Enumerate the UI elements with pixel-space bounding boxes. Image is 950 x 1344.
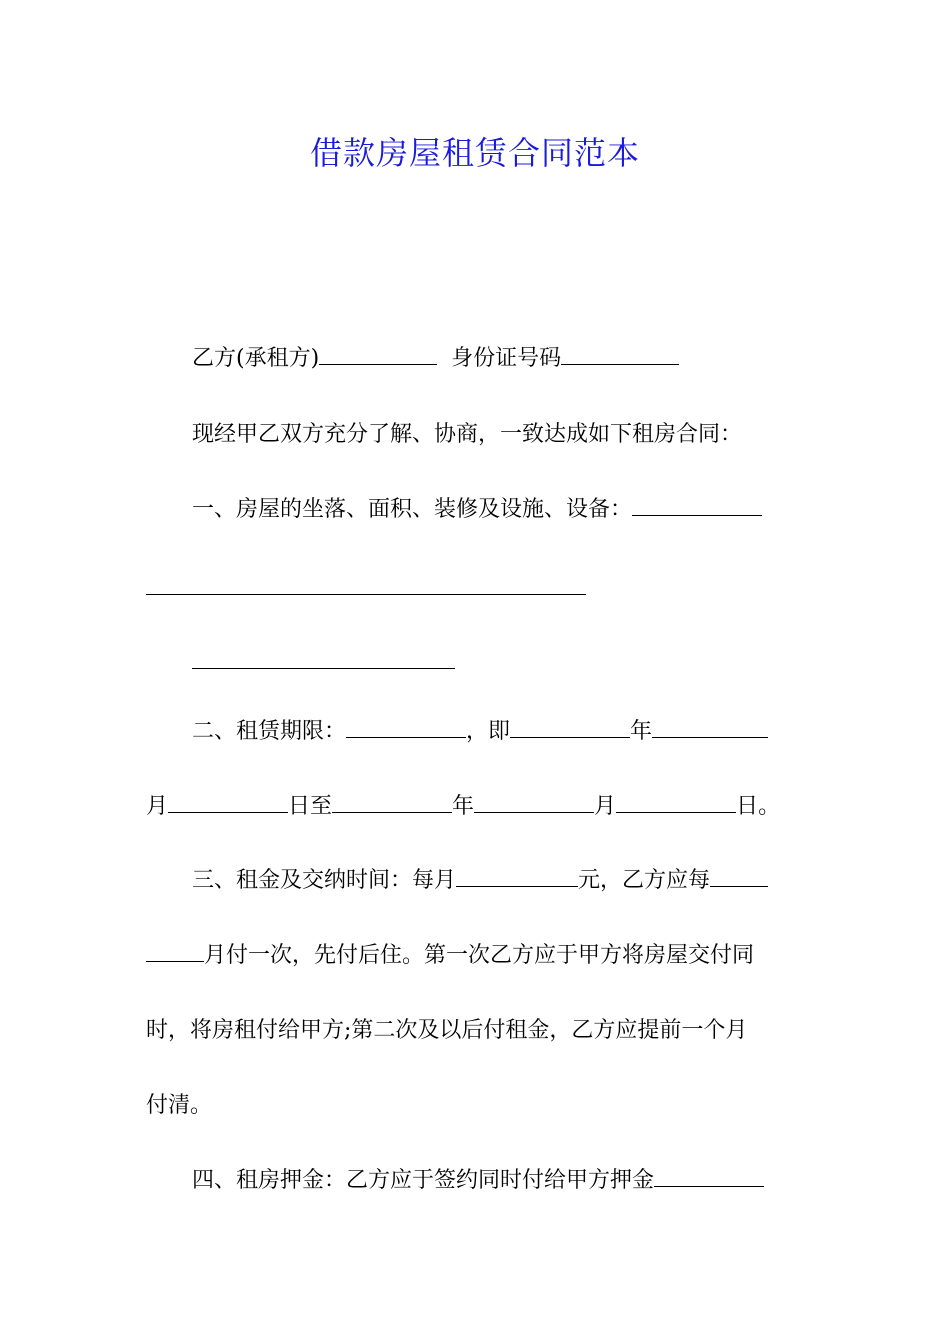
clause-3-text-2: 月付一次，先付后住。第一次乙方应于甲方将房屋交付同 (204, 943, 755, 968)
day-to-label: 日至 (288, 794, 333, 819)
clause-3-yuan: 元，乙方应每 (578, 868, 711, 893)
intro-paragraph: 现经甲乙双方充分了解、协商，一致达成如下租房合同： (192, 422, 743, 447)
start-year-blank[interactable] (510, 717, 630, 738)
end-year-blank[interactable] (332, 792, 452, 813)
start-day-blank[interactable] (168, 792, 288, 813)
id-number-label: 身份证号码 (451, 346, 562, 371)
lease-term-blank[interactable] (346, 717, 466, 738)
clause-1-line (192, 495, 806, 525)
year-label-1: 年 (630, 719, 653, 744)
clause-2-line-2 (146, 792, 806, 822)
party-b-line (192, 344, 806, 374)
clause-2-prefix: 二、租赁期限： (192, 719, 347, 744)
clause-1-blank-c[interactable] (192, 667, 455, 669)
pay-period-blank-a[interactable] (710, 866, 768, 887)
clause-1-text: 一、房屋的坐落、面积、装修及设施、设备： (192, 497, 633, 522)
monthly-rent-blank[interactable] (456, 866, 578, 887)
id-number-blank[interactable] (561, 344, 679, 365)
document-title: 借款房屋租赁合同范本 (309, 134, 640, 172)
clause-4-text: 四、租房押金：乙方应于签约同时付给甲方押金 (192, 1168, 655, 1193)
clause-3-prefix: 三、租金及交纳时间：每月 (192, 868, 457, 893)
pay-period-blank-b[interactable] (146, 941, 204, 962)
year-label-2: 年 (452, 794, 475, 819)
clause-2-ji: ，即 (466, 719, 511, 744)
clause-1-blank-a[interactable] (632, 495, 762, 516)
deposit-blank[interactable] (654, 1166, 764, 1187)
end-day-blank[interactable] (616, 792, 736, 813)
party-b-label: 乙方(承租方) (192, 346, 320, 371)
clause-3-line-1 (192, 866, 806, 896)
end-month-blank[interactable] (474, 792, 594, 813)
clause-4-line (192, 1166, 806, 1196)
clause-3-line-3: 时，将房租付给甲方;第二次及以后付租金，乙方应提前一个月 (146, 1018, 748, 1043)
clause-2-line-1 (192, 717, 806, 747)
clause-1-blank-b[interactable] (146, 593, 586, 595)
month-label-1: 月 (146, 794, 169, 819)
clause-3-line-2 (146, 941, 806, 971)
start-month-blank-a[interactable] (652, 717, 768, 738)
party-b-blank[interactable] (319, 344, 437, 365)
day-end-label: 日。 (736, 794, 781, 819)
month-label-2: 月 (594, 794, 617, 819)
clause-3-line-4: 付清。 (146, 1093, 213, 1118)
